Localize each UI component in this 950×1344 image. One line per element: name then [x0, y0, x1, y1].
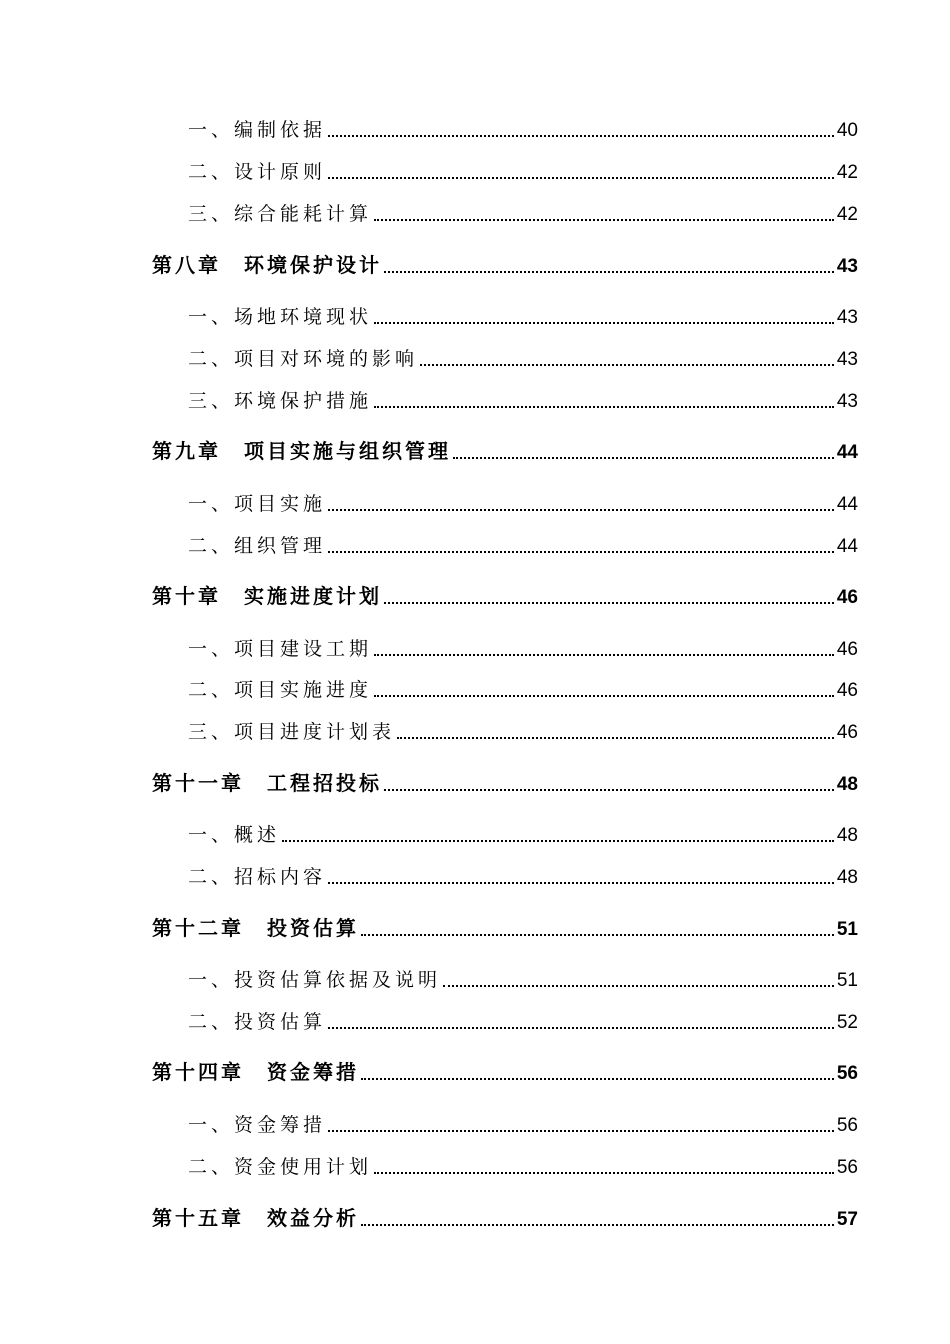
toc-page-number: 43: [836, 307, 858, 328]
dot-leader: [420, 364, 834, 366]
toc-page-number: 46: [836, 680, 858, 701]
toc-page-number: 52: [836, 1012, 858, 1033]
toc-entry-section[interactable]: [0, 1004, 950, 1034]
toc-chapter-label: 第十四章 资金筹措: [152, 1060, 359, 1084]
dot-leader: [361, 1224, 834, 1226]
dot-leader: [453, 457, 834, 459]
toc-chapter-label: 第十一章 工程招投标: [152, 771, 382, 795]
toc-entry-label: 一、项目实施: [188, 493, 327, 515]
toc-entry-label: 一、概述: [188, 824, 281, 846]
dot-leader: [282, 840, 834, 842]
toc-entry-section[interactable]: [0, 672, 950, 702]
toc-entry-chapter[interactable]: [0, 1201, 950, 1231]
dot-leader: [374, 322, 834, 324]
toc-page-number: 57: [836, 1209, 858, 1230]
toc-entry-section[interactable]: [0, 112, 950, 142]
toc-entry-label: 三、项目进度计划表: [188, 721, 396, 743]
dot-leader: [384, 602, 834, 604]
toc-entry-chapter[interactable]: [0, 766, 950, 796]
toc-page-number: 48: [836, 867, 858, 888]
dot-leader: [361, 934, 834, 936]
toc-entry-section[interactable]: [0, 299, 950, 329]
toc-page-number: 40: [836, 120, 858, 141]
toc-page-number: 46: [836, 722, 858, 743]
toc-entry-label: 二、组织管理: [188, 535, 327, 557]
toc-entry-chapter[interactable]: [0, 434, 950, 464]
toc-entry-label: 二、投资估算: [188, 1011, 327, 1033]
toc-page-number: 44: [836, 442, 858, 463]
dot-leader: [328, 135, 834, 137]
toc-entry-section[interactable]: [0, 383, 950, 413]
toc-page-number: 42: [836, 162, 858, 183]
toc-page-number: 43: [836, 256, 858, 277]
dot-leader: [374, 406, 834, 408]
dot-leader: [397, 737, 834, 739]
dot-leader: [361, 1078, 834, 1080]
toc-entry-section[interactable]: [0, 196, 950, 226]
toc-entry-label: 二、设计原则: [188, 161, 327, 183]
toc-entry-label: 二、资金使用计划: [188, 1156, 373, 1178]
dot-leader: [384, 789, 834, 791]
toc-entry-section[interactable]: [0, 154, 950, 184]
dot-leader: [443, 985, 834, 987]
toc-entry-label: 二、招标内容: [188, 866, 327, 888]
toc-page-number: 48: [836, 774, 858, 795]
toc-entry-label: 一、编制依据: [188, 119, 327, 141]
dot-leader: [328, 1027, 834, 1029]
toc-page-number: 42: [836, 204, 858, 225]
toc-page-number: 44: [836, 536, 858, 557]
toc-page-number: 56: [836, 1115, 858, 1136]
toc-entry-label: 三、环境保护措施: [188, 390, 373, 412]
toc-page-number: 56: [836, 1063, 858, 1084]
toc-entry-section[interactable]: [0, 714, 950, 744]
dot-leader: [374, 695, 834, 697]
toc-page-number: 51: [836, 919, 858, 940]
toc-page-number: 43: [836, 349, 858, 370]
toc-entry-chapter[interactable]: [0, 579, 950, 609]
toc-page-number: 48: [836, 825, 858, 846]
toc-page-number: 44: [836, 494, 858, 515]
toc-chapter-label: 第八章 环境保护设计: [152, 253, 382, 277]
toc-entry-chapter[interactable]: [0, 1055, 950, 1085]
toc-chapter-label: 第十章 实施进度计划: [152, 584, 382, 608]
toc-entry-section[interactable]: [0, 486, 950, 516]
toc-entry-label: 二、项目对环境的影响: [188, 348, 419, 370]
toc-chapter-label: 第九章 项目实施与组织管理: [152, 439, 451, 463]
toc-entry-section[interactable]: [0, 528, 950, 558]
toc-entry-label: 一、项目建设工期: [188, 638, 373, 660]
toc-entry-label: 三、综合能耗计算: [188, 203, 373, 225]
dot-leader: [328, 177, 834, 179]
toc-page-number: 46: [836, 639, 858, 660]
toc-entry-label: 一、场地环境现状: [188, 306, 373, 328]
toc-entry-label: 二、项目实施进度: [188, 679, 373, 701]
toc-entry-label: 一、资金筹措: [188, 1114, 327, 1136]
dot-leader: [328, 1130, 834, 1132]
toc-entry-chapter[interactable]: [0, 248, 950, 278]
toc-entry-section[interactable]: [0, 817, 950, 847]
toc-page-number: 46: [836, 587, 858, 608]
dot-leader: [328, 551, 834, 553]
toc-page-number: 43: [836, 391, 858, 412]
toc-page-number: 51: [836, 970, 858, 991]
dot-leader: [328, 882, 834, 884]
toc-entry-section[interactable]: [0, 631, 950, 661]
dot-leader: [384, 271, 834, 273]
dot-leader: [374, 1172, 834, 1174]
dot-leader: [374, 654, 834, 656]
dot-leader: [328, 509, 834, 511]
toc-entry-section[interactable]: [0, 341, 950, 371]
toc-chapter-label: 第十五章 效益分析: [152, 1206, 359, 1230]
toc-entry-chapter[interactable]: [0, 911, 950, 941]
dot-leader: [374, 219, 834, 221]
toc-chapter-label: 第十二章 投资估算: [152, 916, 359, 940]
toc-entry-section[interactable]: [0, 859, 950, 889]
toc-entry-section[interactable]: [0, 1107, 950, 1137]
toc-page-number: 56: [836, 1157, 858, 1178]
toc-entry-label: 一、投资估算依据及说明: [188, 969, 442, 991]
toc-entry-section[interactable]: [0, 1149, 950, 1179]
toc-entry-section[interactable]: [0, 962, 950, 992]
